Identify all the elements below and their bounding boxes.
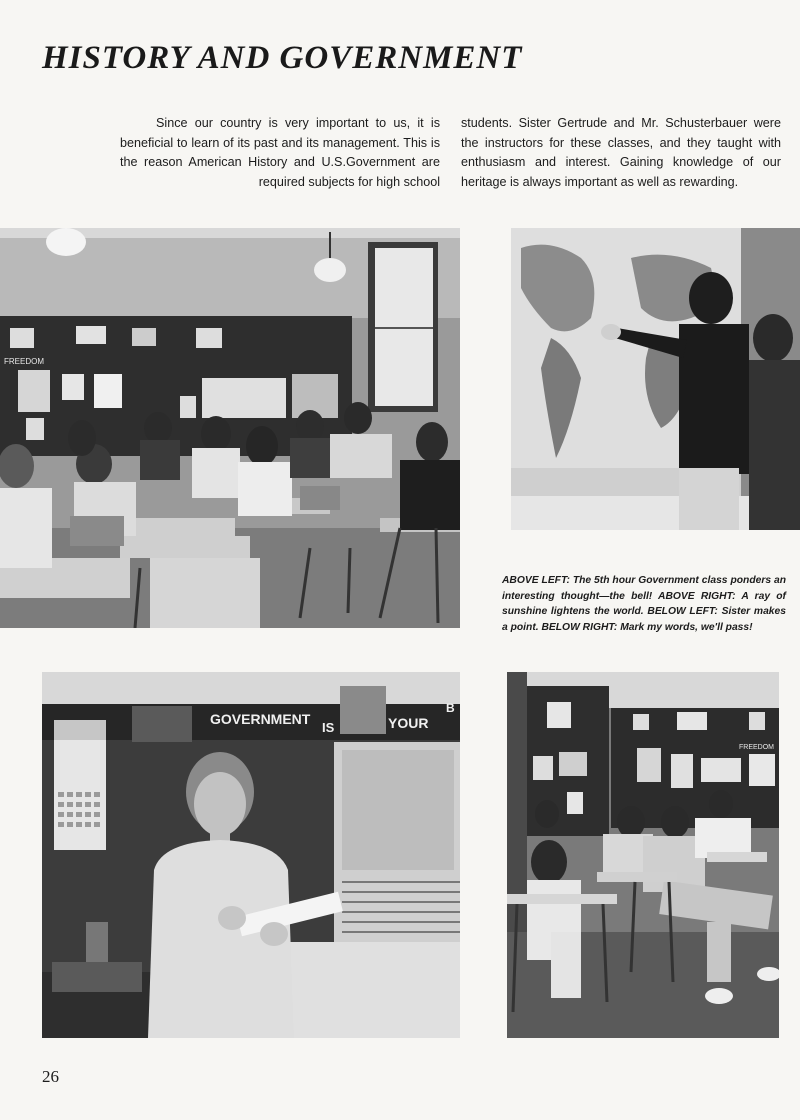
banner-word-is: IS [322,720,335,735]
photo-sister-teaching [42,672,460,1038]
photo-caption: ABOVE LEFT: The 5th hour Government class ponders an interesting thought—the bell! ABOVE RIGHT: A ray of sunshine lightens the world. BELOW LEFT: Sister makes a point. BELOW RIGHT: Mark my words, we'll pass! [502,575,786,633]
intro-text-right: students. Sister Gertrude and Mr. Schusterbauer were the instructors for these classes, and they taught with enthusiasm and interest. Gaining knowledge of our heritage is always important as well as rewarding. [461,116,781,189]
photo-world-map [511,228,800,530]
banner-word-b: B [446,701,455,715]
intro-text-left: Since our country is very important to us, it is beneficial to learn of its past and its management. This is the reason American History and U.S.Government are required subjects for high school [120,116,440,189]
board-label-freedom: FREEDOM [4,357,44,366]
banner-word-your: YOUR [388,715,429,731]
photo-government-class [0,228,460,628]
page-number: 26 [42,1067,59,1086]
banner-word-government: GOVERNMENT [210,711,311,727]
photo-students-class [507,672,779,1038]
board-label-freedom: FREEDOM [739,744,774,751]
page-title: HISTORY AND GOVERNMENT [42,40,523,76]
